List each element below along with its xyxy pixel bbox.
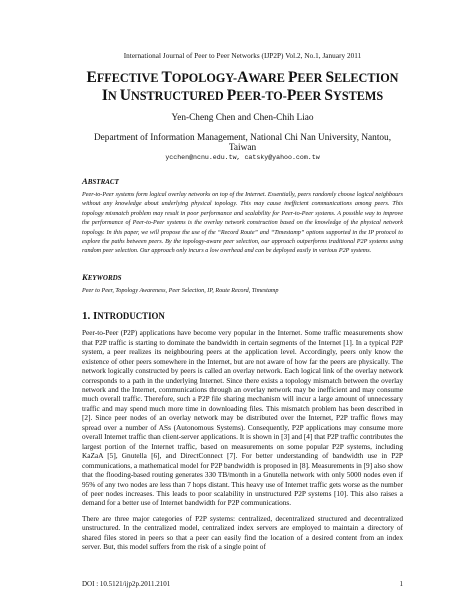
abstract-text: Peer-to-Peer systems form logical overlay networks on top of the Internet. Essentially, peers randomly choose logical neighbours without any knowledge about underlying physical topology. This may cause inefficient communications among peers. This topology mismatch problem may result in poor performance and scalability for Peer-to-Peer systems. A possible way to improve the performance of Peer-to-Peer systems is the overlay network construction based on the knowledge of the physical network topology. In this paper, we will propose the use of the “Record Route” and “Timestamp” options supported in the IP protocol to explore the paths between peers. By the topology-aware peer selection, our approach outperforms traditional P2P systems using random peer selection. Our approach only incurs a low overhead and can be deployed easily in various P2P systems. <box>82 192 403 255</box>
keywords-heading: KEYWORDS <box>82 271 122 282</box>
keywords-text: Peer to Peer, Topology Awareness, Peer Selection, IP, Route Record, Timestamp <box>82 287 279 294</box>
paper-title <box>82 69 403 105</box>
title-line-1: EFFECTIVE TOPOLOGY-AWARE PEER SELECTION <box>86 69 399 86</box>
abstract-heading: ABSTRACT <box>82 176 119 186</box>
introduction-paragraph-2: There are three major categories of P2P systems: centralized, decentralized structured and decentralized unstructured. In the centralized model, centralized index servers are employed to maintain a directory of shared files stored in peers so that a peer can easily find the location of a desired content from an index server. But, this model suffers from the risk of a single point of <box>82 513 403 552</box>
introduction-heading: 1. INTRODUCTION <box>82 310 165 323</box>
running-head: International Journal of Peer to Peer Networks (IJP2P) Vol.2, No.1, January 2011 <box>123 52 362 60</box>
authors: Yen-Cheng Chen and Chen-Chih Liao <box>171 113 314 123</box>
doi-label[interactable]: DOI : 10.5121/ijp2p.2011.2101 <box>82 580 171 588</box>
introduction-paragraph-1: Peer-to-Peer (P2P) applications have become very popular in the Internet. Some traffic measurements show that P2P traffic is starting to dominate the bandwidth in certain segments of the Internet [1]. In a typical P2P system, a peer realizes its neighbouring peers at the application level. Accordingly, peers only know the existence of other peers somewhere in the Internet, but are not aware of how far the peers are physically. The network logically constructed by peers is called an overlay network. Each logical link of the overlay network corresponds to a path in the underlying Internet. Since there exists a topology mismatch between the overlay network and the Internet, communications through an overlay network may be inefficient and may consume much overall traffic. Therefore, such a P2P file sharing mechanism will incur a large amount of unnecessary traffic and may spend much more time in downloading files. This mismatch problem has been described in [2]. Since peer nodes of an overlay network may be distributed over the Internet, P2P traffic flows may spread over a number of ASs (Autonomous Systems). Consequently, P2P applications may consume more overall Internet traffic than client-server applications. It is shown in [3] and [4] that P2P traffic contributes the largest portion of the Internet traffic, based on measurements on some popular P2P systems, including KaZaA [5], Gnutella [6], and DirectConnect [7]. For better understanding of bandwidth use in P2P communications, a mathematical model for P2P bandwidth is proposed in [8]. Measurements in [9] also show that the flooding-based routing generates 330 TB/month in a Gnutella network with only 5000 nodes even if 95% of any two nodes are less than 7 hops distant. This heavy use of Internet traffic gets worse as the number of peer nodes increases. This leads to poor scalability in unstructured P2P systems [10]. This also raises a demand for a better use of Internet bandwidth for P2P communications. <box>82 328 403 508</box>
page-footer <box>82 580 403 588</box>
author-emails[interactable]: ycchen@ncnu.edu.tw, catsky@yahoo.com.tw <box>165 154 320 161</box>
page-number: 1 <box>399 580 403 588</box>
title-line-2: IN UNSTRUCTURED PEER-TO-PEER SYSTEMS <box>101 87 384 104</box>
affiliation: Department of Information Management, National Chi Nan University, Nantou, Taiwan <box>93 133 392 153</box>
